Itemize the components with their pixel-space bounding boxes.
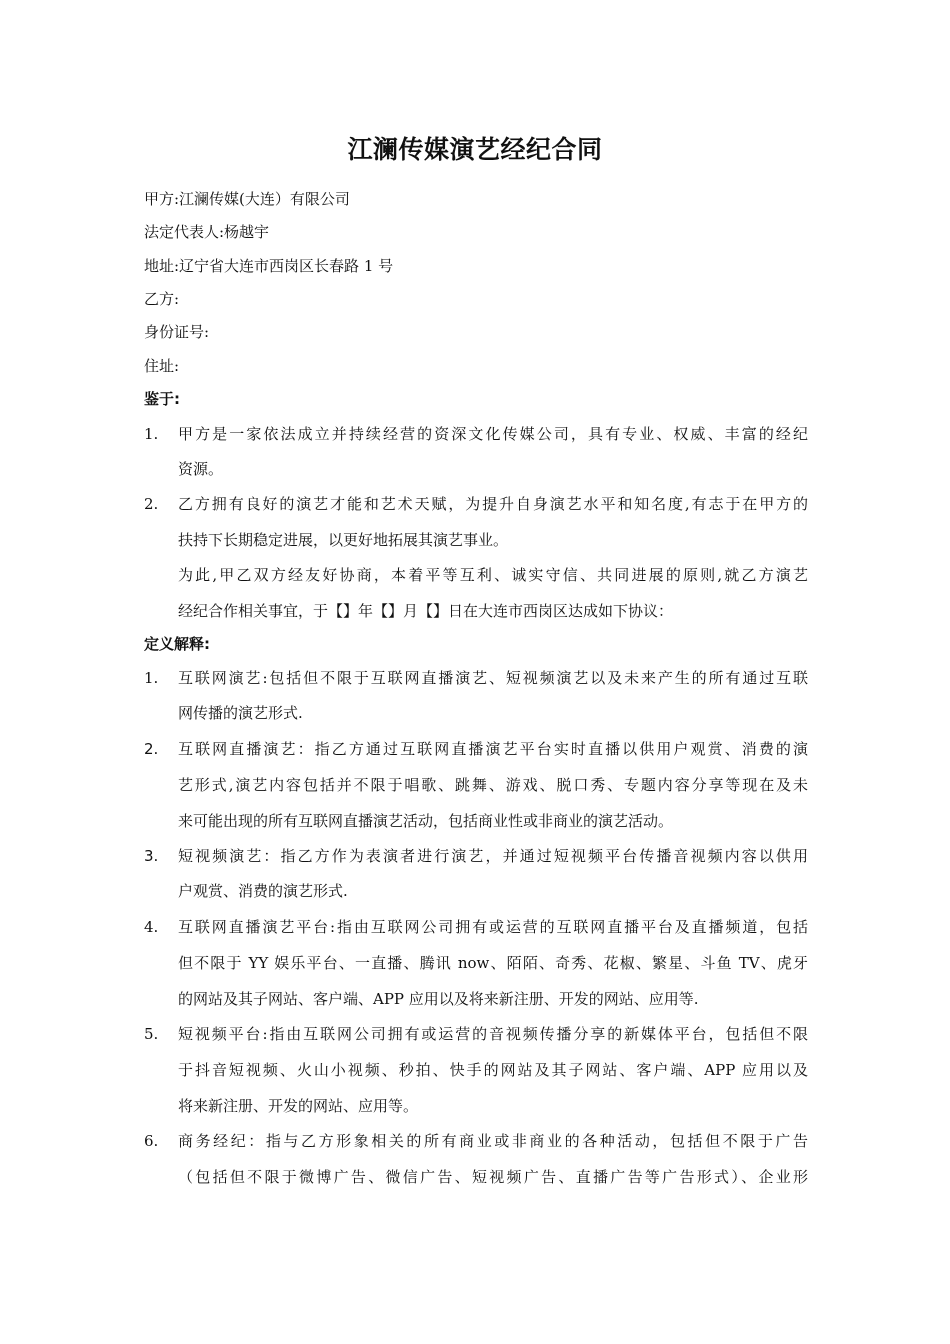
party-b-address: 住址: bbox=[144, 357, 180, 375]
definition-item-line: 互联网演艺:包括但不限于互联网直播演艺、短视频演艺以及未来产生的所有通过互联 bbox=[178, 669, 808, 687]
definition-item-line: 艺形式,演艺内容包括并不限于唱歌、跳舞、游戏、脱口秀、专题内容分享等现在及未 bbox=[178, 776, 808, 794]
whereas-item-line: 扶持下长期稳定进展，以更好地拓展其演艺事业。 bbox=[178, 531, 509, 549]
definition-item-line: 短视频平台:指由互联网公司拥有或运营的音视频传播分享的新媒体平台，包括但不限 bbox=[178, 1025, 808, 1043]
definition-item-line: 户观赏、消费的演艺形式. bbox=[178, 882, 348, 900]
party-a-representative: 法定代表人:杨越宇 bbox=[144, 223, 270, 241]
whereas-item-line: 资源。 bbox=[178, 460, 224, 478]
party-a-address: 地址:辽宁省大连市西岗区长春路 1 号 bbox=[144, 257, 394, 275]
definition-item-number: 3. bbox=[144, 847, 159, 865]
whereas-closing-line: 经纪合作相关事宜，于【】年【】月【】日在大连市西岗区达成如下协议： bbox=[178, 602, 674, 620]
definition-item-line: 于抖音短视频、火山小视频、秒拍、快手的网站及其子网站、客户端、APP 应用以及 bbox=[178, 1061, 808, 1079]
definition-item-line: 短视频演艺：指乙方作为表演者进行演艺，并通过短视频平台传播音视频内容以供用 bbox=[178, 847, 808, 865]
definitions-heading: 定义解释: bbox=[144, 635, 210, 653]
definition-item-number: 2. bbox=[144, 740, 159, 758]
definition-item-number: 4. bbox=[144, 918, 159, 936]
definition-item-line: 网传播的演艺形式. bbox=[178, 704, 303, 722]
whereas-closing-line: 为此,甲乙双方经友好协商，本着平等互利、诚实守信、共同进展的原则,就乙方演艺 bbox=[178, 566, 808, 584]
definition-item-line: 将来新注册、开发的网站、应用等。 bbox=[178, 1097, 419, 1115]
whereas-heading: 鉴于: bbox=[144, 390, 180, 408]
definition-item-line: 但不限于 YY 娱乐平台、一直播、腾讯 now、陌陌、奇秀、花椒、繁星、斗鱼 TV、虎牙 bbox=[178, 954, 808, 972]
definition-item-line: 互联网直播演艺：指乙方通过互联网直播演艺平台实时直播以供用户观赏、消费的演 bbox=[178, 740, 808, 758]
whereas-item-line: 甲方是一家依法成立并持续经营的资深文化传媒公司，具有专业、权威、丰富的经纪 bbox=[178, 425, 808, 443]
whereas-item-line: 乙方拥有良好的演艺才能和艺术天赋，为提升自身演艺水平和知名度,有志于在甲方的 bbox=[178, 495, 808, 513]
party-b-id-number: 身份证号: bbox=[144, 323, 210, 341]
whereas-item-number: 2. bbox=[144, 495, 159, 513]
definition-item-number: 6. bbox=[144, 1132, 159, 1150]
definition-item-number: 5. bbox=[144, 1025, 159, 1043]
definition-item-line: （包括但不限于微博广告、微信广告、短视频广告、直播广告等广告形式）、企业形 bbox=[178, 1168, 808, 1186]
definition-item-line: 来可能出现的所有互联网直播演艺活动，包括商业性或非商业的演艺活动。 bbox=[178, 812, 674, 830]
whereas-item-number: 1. bbox=[144, 425, 159, 443]
definition-item-line: 商务经纪：指与乙方形象相关的所有商业或非商业的各种活动，包括但不限于广告 bbox=[178, 1132, 808, 1150]
definition-item-number: 1. bbox=[144, 669, 159, 687]
definition-item-line: 的网站及其子网站、客户端、APP 应用以及将来新注册、开发的网站、应用等. bbox=[178, 990, 699, 1008]
contract-title: 江澜传媒演艺经纪合同 bbox=[347, 135, 603, 164]
party-a-name: 甲方:江澜传媒(大连）有限公司 bbox=[144, 190, 350, 208]
definition-item-line: 互联网直播演艺平台:指由互联网公司拥有或运营的互联网直播平台及直播频道，包括 bbox=[178, 918, 808, 936]
party-b-name: 乙方: bbox=[144, 290, 180, 308]
